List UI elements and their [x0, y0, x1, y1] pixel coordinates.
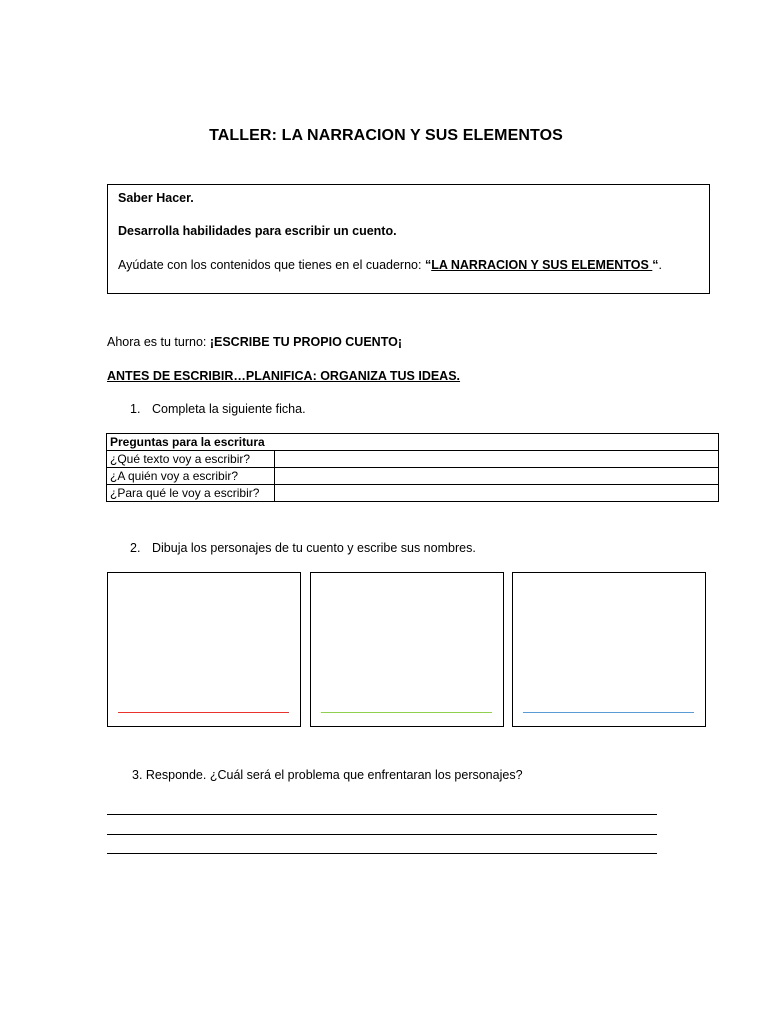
- character-drawing-box-2[interactable]: [310, 572, 504, 727]
- hint-open-quote: “: [424, 258, 432, 272]
- turn-prefix: Ahora es tu turno:: [107, 335, 210, 349]
- step-2-text: Dibuja los personajes de tu cuento y escribe sus nombres.: [152, 541, 476, 555]
- plan-heading: ANTES DE ESCRIBIR…PLANIFICA: ORGANIZA TUS IDEAS.: [107, 369, 461, 383]
- table-row: [107, 485, 719, 502]
- page-title: TALLER: LA NARRACION Y SUS ELEMENTOS: [209, 127, 563, 144]
- character-name-line-3[interactable]: [523, 712, 694, 713]
- objective-text: Desarrolla habilidades para escribir un cuento.: [118, 224, 397, 238]
- question-cell: ¿A quién voy a escribir?: [107, 468, 275, 485]
- answer-cell[interactable]: [275, 485, 719, 502]
- turn-line: [107, 335, 402, 349]
- character-drawing-box-3[interactable]: [512, 572, 706, 727]
- answer-cell[interactable]: [275, 468, 719, 485]
- hint-prefix: Ayúdate con los contenidos que tienes en el cuaderno:: [118, 258, 425, 272]
- step-1-number: 1.: [130, 402, 141, 416]
- writing-questions-table: [106, 433, 719, 502]
- answer-line-3[interactable]: [107, 853, 657, 854]
- character-name-line-1[interactable]: [118, 712, 289, 713]
- objective-hint: [118, 258, 662, 272]
- answer-cell[interactable]: [275, 451, 719, 468]
- step-3-text: 3. Responde. ¿Cuál será el problema que enfrentaran los personajes?: [132, 768, 523, 782]
- table-row: [107, 451, 719, 468]
- hint-close-quote: “: [652, 258, 659, 272]
- step-1-text: Completa la siguiente ficha.: [152, 402, 306, 416]
- hint-end: .: [658, 258, 663, 272]
- step-2-number: 2.: [130, 541, 141, 555]
- question-cell: ¿Para qué le voy a escribir?: [107, 485, 275, 502]
- hint-reference: LA NARRACION Y SUS ELEMENTOS: [431, 258, 653, 272]
- answer-line-1[interactable]: [107, 814, 657, 815]
- table-header: Preguntas para la escritura: [107, 434, 719, 451]
- table-header-row: [107, 434, 719, 451]
- question-cell: ¿Qué texto voy a escribir?: [107, 451, 275, 468]
- objective-heading: Saber Hacer.: [118, 191, 194, 205]
- answer-line-2[interactable]: [107, 834, 657, 835]
- character-name-line-2[interactable]: [321, 712, 492, 713]
- turn-emphasis: ¡ESCRIBE TU PROPIO CUENTO¡: [209, 335, 402, 349]
- objective-box: [107, 184, 710, 294]
- table-row: [107, 468, 719, 485]
- character-drawing-box-1[interactable]: [107, 572, 301, 727]
